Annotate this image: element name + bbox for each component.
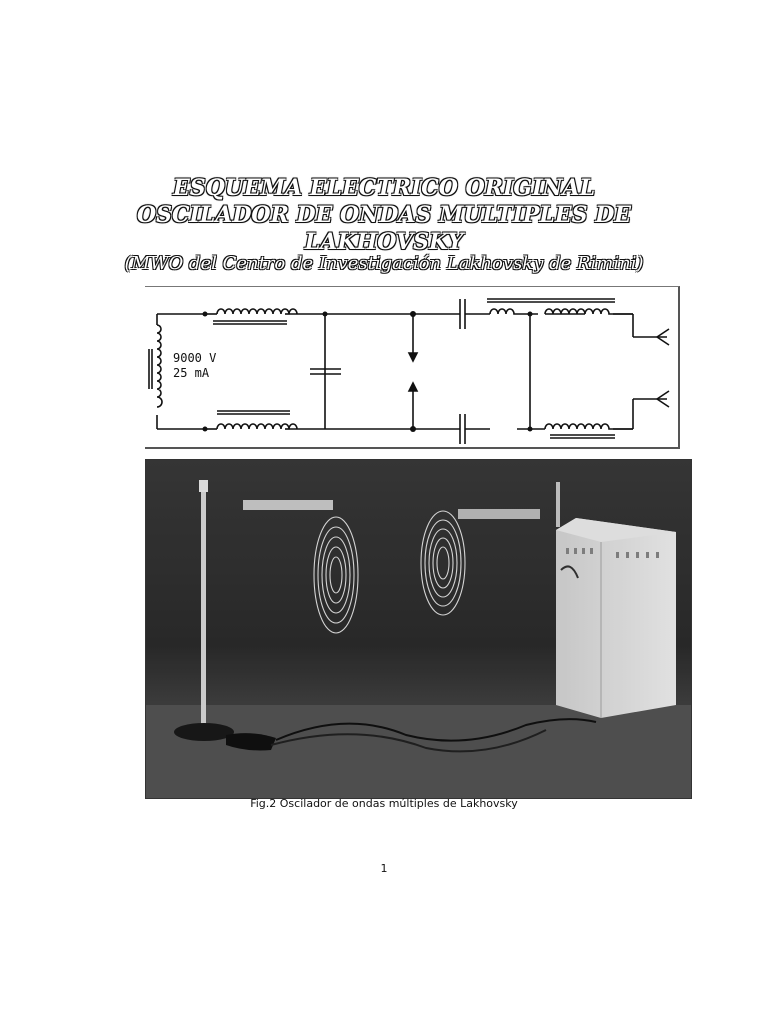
figure-caption: Fig.2 Oscilador de ondas múltiples de Lakhovsky	[250, 797, 518, 810]
voltage-label: 9000 V	[173, 351, 217, 365]
document-title-line-3: LAKHOVSKY	[304, 229, 464, 255]
document-subtitle: (MWO del Centro de Investigación Lakhovsky de Rimini)	[124, 253, 644, 274]
oscillator-photo	[145, 459, 692, 799]
page-number: 1	[380, 862, 388, 875]
document-title-line-2: OSCILADOR DE ONDAS MULTIPLES DE	[136, 202, 632, 228]
current-label: 25 mA	[173, 366, 210, 380]
oscillator-photo-image	[146, 460, 691, 798]
document-title-line-1: ESQUEMA ELECTRICO ORIGINAL	[172, 175, 596, 201]
circuit-schematic-drawing	[145, 287, 678, 447]
circuit-schematic	[145, 286, 680, 449]
